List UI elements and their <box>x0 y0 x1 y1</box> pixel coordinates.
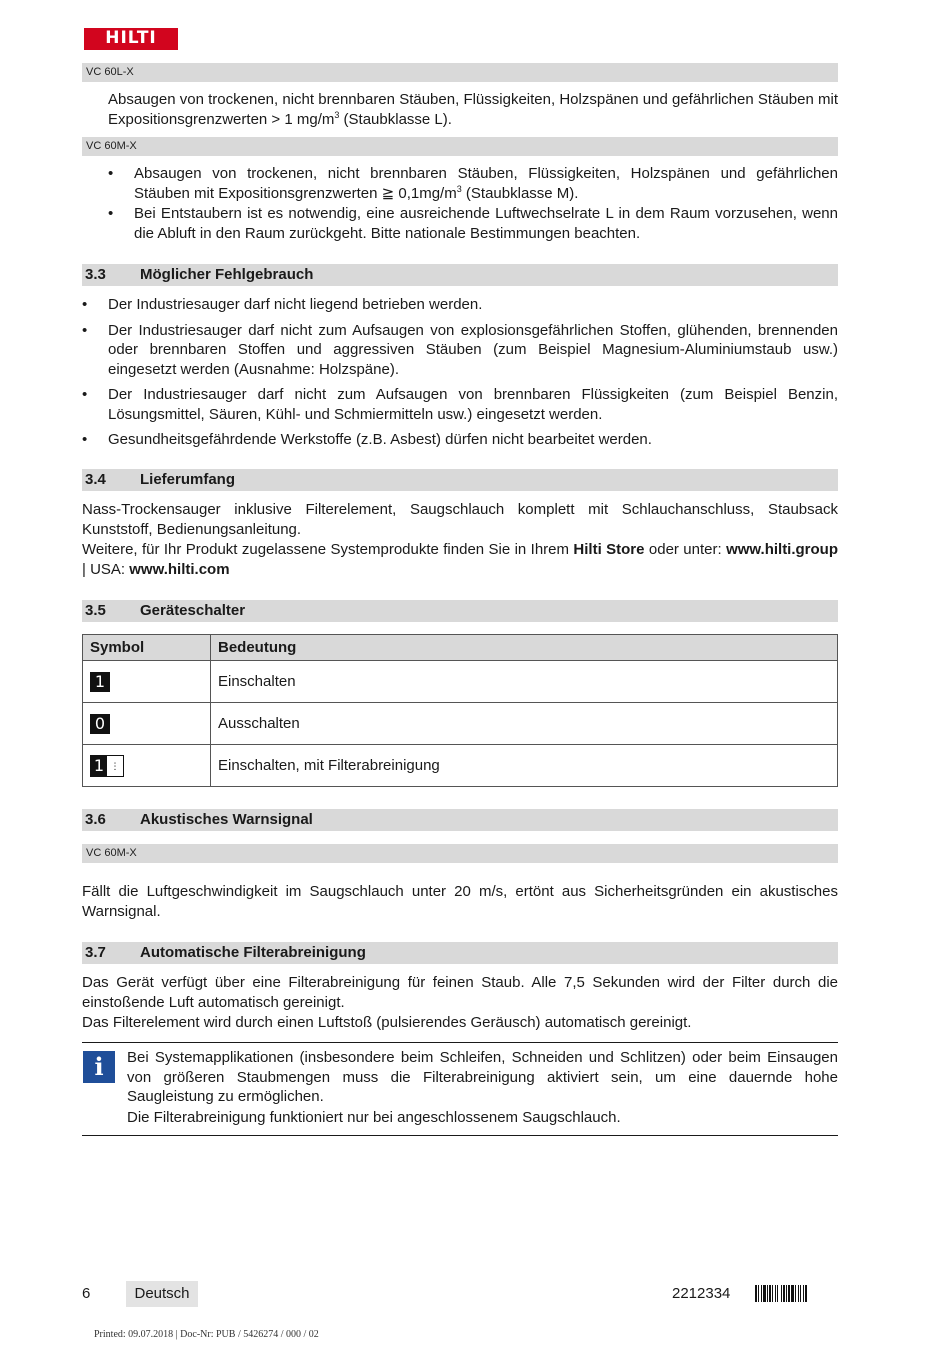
delivery-scope-text: Nass-Trockensauger inklusive Filterelement, Saugschlauch komplett mit Schlauchanschluss, Staubsack Kunststoff, Bedienungsanleitung. <box>82 501 838 538</box>
list-item: • Bei Entstaubern ist es notwendig, eine ausreichende Luftwechselrate L in dem Raum vorzusehen, wenn die Abluft in den Raum zurückgeht. Bitte nationale Bestimmungen beachten. <box>108 204 838 243</box>
off-switch-icon: 0 <box>90 714 110 734</box>
column-header-symbol: Symbol <box>83 635 211 661</box>
filter-cleaning-text: Das Gerät verfügt über eine Filterabreinigung für feinen Staub. Alle 7,5 Sekunden wird der Filter durch die einstoßende Luft automatisch gereinigt. <box>82 974 838 1011</box>
filter-element-text: Das Filterelement wird durch einen Luftstoß (pulsierendes Geräusch) automatisch gereinigt. <box>82 1014 692 1031</box>
section-heading-3-6: 3.6 Akustisches Warnsignal <box>82 809 838 831</box>
list-item: • Der Industriesauger darf nicht zum Aufsaugen von brennbaren Flüssigkeiten (zum Beispiel Benzin, Lösungsmittel, Säuren, Kühl- und Schmiermitteln usw.) eingesetzt werden. <box>82 385 838 424</box>
table-row: 0 Ausschalten <box>83 703 838 745</box>
hilti-com-link[interactable]: www.hilti.com <box>129 560 230 578</box>
on-switch-icon: 1 <box>90 672 110 692</box>
list-item: • Gesundheitsgefährdende Werkstoffe (z.B. Asbest) dürfen nicht bearbeitet werden. <box>82 430 838 450</box>
hilti-logo <box>84 28 178 50</box>
document-number: 2212334 <box>672 1285 731 1302</box>
hilti-store-label: Hilti Store <box>573 541 645 558</box>
switch-table <box>82 634 838 787</box>
misuse-list <box>82 295 838 456</box>
table-row: 1 ⋮ Einschalten, mit Filterabreinigung <box>83 745 838 787</box>
model-bar-vc60m: VC 60M-X <box>82 137 838 156</box>
note-text-1: Bei Systemapplikationen (insbesondere beim Schleifen, Schneiden und Schlitzen) oder beim Einsaugen von größeren Staubmengen muss die Filterabreinigung aktiviert sein, um eine dauernde hohe Saugleistung zu ermöglichen. <box>127 1049 838 1105</box>
barcode <box>755 1285 837 1302</box>
filter-clean-switch-icon: 1 ⋮ <box>90 755 124 777</box>
section-heading-3-3: 3.3 Möglicher Fehlgebrauch <box>82 264 838 286</box>
section-heading-3-7: 3.7 Automatische Filterabreinigung <box>82 942 838 964</box>
model-bar-vc60l: VC 60L-X <box>82 63 838 82</box>
vc60l-description: Absaugen von trockenen, nicht brennbaren Stäuben, Flüssigkeiten, Holzspänen und gefährlichen Stäuben mit Expositionsgrenzwerten > 1 $mg/m^3$ (Staubklasse L). <box>108 91 838 128</box>
model-bar-vc60m-2: VC 60M-X <box>82 844 838 863</box>
section-heading-3-4: 3.4 Lieferumfang <box>82 469 838 491</box>
note-bottom-divider <box>82 1135 838 1136</box>
section-heading-3-5: 3.5 Geräteschalter <box>82 600 838 622</box>
column-header-meaning: Bedeutung <box>211 635 838 661</box>
info-icon: i <box>83 1051 115 1083</box>
note-text-2: Die Filterabreinigung funktioniert nur bei angeschlossenem Saugschlauch. <box>127 1109 621 1126</box>
page-number: 6 <box>82 1285 91 1302</box>
system-products-text: Weitere, für Ihr Produkt zugelassene Systemprodukte finden Sie in Ihrem Hilti Store oder unter: www.hilti.group | USA: www.hilti.com <box>82 541 839 578</box>
barcode-bar <box>807 1285 808 1302</box>
hilti-group-link[interactable]: www.hilti.group <box>726 541 839 558</box>
note-top-divider <box>82 1042 838 1043</box>
warning-signal-text: Fällt die Luftgeschwindigkeit im Saugschlauch unter 20 m/s, ertönt aus Sicherheitsgründen ein akustisches Warnsignal. <box>82 883 838 920</box>
list-item: • Der Industriesauger darf nicht liegend betrieben werden. <box>82 295 838 315</box>
list-item: • Absaugen von trockenen, nicht brennbaren Stäuben, Flüssigkeiten, Holzspänen und gefährlichen Stäuben mit Expositionsgrenzwerten ≧ $0,1mg/m^3$ (Staubklasse M). <box>108 164 838 203</box>
table-header-row <box>83 635 838 661</box>
language-label: Deutsch <box>126 1281 198 1307</box>
table-row: 1 Einschalten <box>83 661 838 703</box>
list-item: • Der Industriesauger darf nicht zum Aufsaugen von explosionsgefährlichen Stoffen, glühenden, brennenden oder brennbaren Stoffen und aggressiven Stäuben (zum Beispiel Magnesium-Aluminiumstaub usw.) eingesetzt werden (Ausnahme: Holzspäne). <box>82 321 838 380</box>
print-info: Printed: 09.07.2018 | Doc-Nr: PUB / 5426274 / 000 / 02 <box>94 1329 319 1340</box>
vc60m-list <box>108 164 838 244</box>
logo-text: HILTI <box>105 28 157 49</box>
